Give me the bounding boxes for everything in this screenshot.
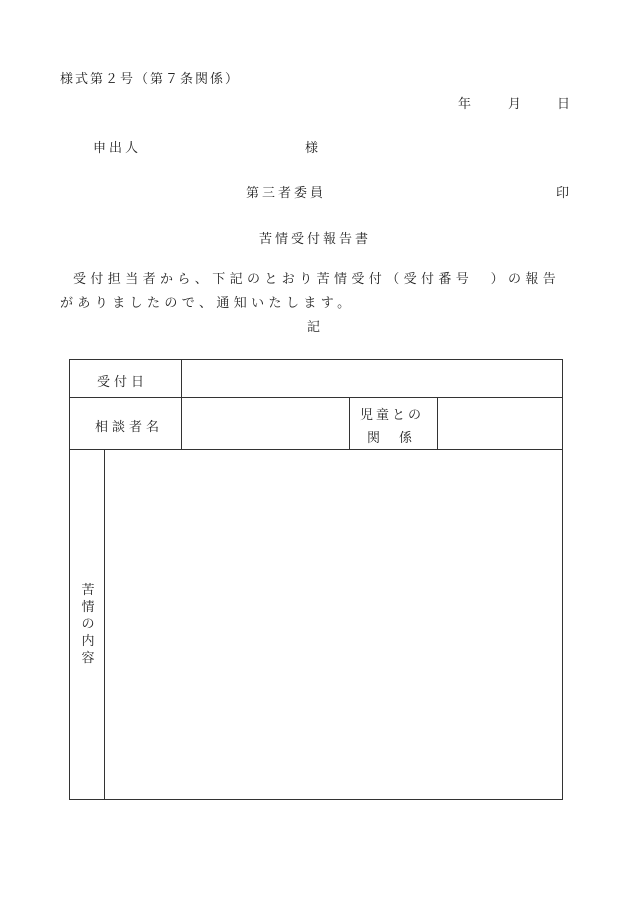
table-row-divider-2 [69,449,563,450]
table-col-divider-complaint [104,449,105,800]
relation-label-line1: 児童との [360,408,425,423]
consultant-name-field[interactable] [183,399,348,448]
relation-label-line2: 関 係 [367,431,416,446]
date-day-label: 日 [557,97,571,112]
table-col-divider-relation-right [437,397,438,450]
consultant-name-label: 相談者名 [95,420,164,435]
seal-mark: 印 [556,186,570,201]
ki-heading: 記 [307,320,321,335]
complaint-content-field[interactable] [106,451,561,798]
applicant-label: 申出人 [93,141,142,156]
document-title: 苦情受付報告書 [259,232,372,247]
relation-field[interactable] [439,399,561,448]
body-paragraph: 受付担当者から、下記のとおり苦情受付（受付番号 ）の報告がありましたので、通知いたします。 [60,272,561,311]
reception-date-field[interactable] [183,361,561,396]
reception-date-label: 受付日 [97,375,149,390]
date-year-label: 年 [458,97,472,112]
table-col-divider-label [181,359,182,450]
complaint-content-label: 苦情の内容 [81,583,95,666]
table-row-divider-1 [69,397,563,398]
form-number: 様式第２号（第７条関係） [60,72,241,87]
committee-member-label: 第三者委員 [246,186,327,201]
table-col-divider-relation-left [349,397,350,450]
date-month-label: 月 [508,97,522,112]
honorific-sama: 様 [305,141,319,156]
